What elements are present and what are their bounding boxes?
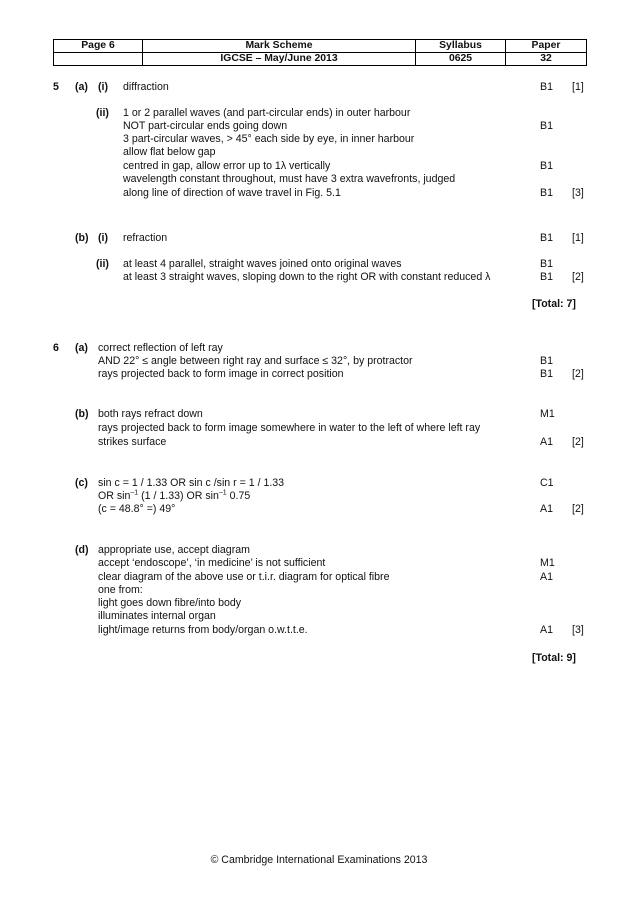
q6-b-mark-1: M1 xyxy=(540,408,555,420)
question-6-number: 6 xyxy=(53,342,59,354)
header-table xyxy=(53,39,587,66)
question-5-number: 5 xyxy=(53,81,59,93)
q6-a-line-3: rays projected back to form image in correct position xyxy=(98,368,344,380)
q6-d-line-5: light goes down fibre/into body xyxy=(98,597,242,609)
q6-a-mark-2: B1 xyxy=(540,368,553,380)
q5-aii-line-3: 3 part-circular waves, > 45° each side by eye, in inner harbour xyxy=(123,133,415,145)
q6-c-inverse-2: –1 xyxy=(218,489,227,497)
q5-aii-line-1: 1 or 2 parallel waves (and part-circular ends) in outer harbour xyxy=(123,107,411,119)
q6-a-line-1: correct reflection of left ray xyxy=(98,342,223,354)
q6-d-line-6: illuminates internal organ xyxy=(98,610,216,622)
header-blank xyxy=(54,53,143,66)
q5-aii-max: [3] xyxy=(572,187,584,199)
q6-b-line-1: both rays refract down xyxy=(98,408,203,420)
q6-b-line-2: rays projected back to form image somewhere in water to the left of where left ray xyxy=(98,422,481,434)
q5-aii-line-2: NOT part-circular ends going down xyxy=(123,120,288,132)
q6-a-max: [2] xyxy=(572,368,584,380)
q5-bii-mark-1: B1 xyxy=(540,258,553,270)
q5-bi-answer: refraction xyxy=(123,232,168,244)
q5-bi-mark: B1 xyxy=(540,232,553,244)
q5-a-sub-ii: (ii) xyxy=(96,107,109,119)
q6-part-b: (b) xyxy=(75,408,89,420)
q6-part-c: (c) xyxy=(75,477,88,489)
q6-d-line-1: appropriate use, accept diagram xyxy=(98,544,250,556)
q6-b-max: [2] xyxy=(572,436,584,448)
q6-c-line-1: sin c = 1 / 1.33 OR sin c /sin r = 1 / 1.33 xyxy=(98,477,285,489)
q6-c-line-2a: OR sin xyxy=(98,490,131,502)
page-number: Page 6 xyxy=(54,40,143,53)
q6-d-line-2: accept ‘endoscope’, ‘in medicine’ is not sufficient xyxy=(98,557,326,569)
q6-a-mark-1: B1 xyxy=(540,355,553,367)
q6-d-mark-3: A1 xyxy=(540,624,553,636)
q5-aii-mark-3: B1 xyxy=(540,187,553,199)
q6-c-mark-1: C1 xyxy=(540,477,554,489)
q5-total: [Total: 7] xyxy=(532,298,576,310)
q6-c-line-3: (c = 48.8° =) 49° xyxy=(98,503,176,515)
q5-a-sub-i: (i) xyxy=(98,81,108,93)
q6-c-max: [2] xyxy=(572,503,584,515)
q6-b-line-3: strikes surface xyxy=(98,436,167,448)
q5-ai-max: [1] xyxy=(572,81,584,93)
q6-total: [Total: 9] xyxy=(532,652,576,664)
q5-aii-line-5: centred in gap, allow error up to 1λ vertically xyxy=(123,160,331,172)
q6-d-mark-2: A1 xyxy=(540,571,553,583)
q6-b-mark-2: A1 xyxy=(540,436,553,448)
q6-d-mark-1: M1 xyxy=(540,557,555,569)
document-title: Mark Scheme xyxy=(143,40,416,53)
q5-bii-max: [2] xyxy=(572,271,584,283)
q6-d-line-3: clear diagram of the above use or t.i.r. diagram for optical fibre xyxy=(98,571,390,583)
q5-bi-max: [1] xyxy=(572,232,584,244)
q5-bii-line-1: at least 4 parallel, straight waves joined onto original waves xyxy=(123,258,402,270)
q5-ai-mark: B1 xyxy=(540,81,553,93)
q5-bii-mark-2: B1 xyxy=(540,271,553,283)
q6-d-max: [3] xyxy=(572,624,584,636)
q5-aii-line-6: wavelength constant throughout, must have 3 extra wavefronts, judged xyxy=(123,173,456,185)
q5-aii-line-4: allow flat below gap xyxy=(123,146,216,158)
q5-part-b: (b) xyxy=(75,232,89,244)
q6-d-line-7: light/image returns from body/organ o.w.t.t.e. xyxy=(98,624,308,636)
q5-b-sub-i: (i) xyxy=(98,232,108,244)
document-subtitle: IGCSE – May/June 2013 xyxy=(143,53,416,66)
syllabus-code: 0625 xyxy=(416,53,506,66)
q6-a-line-2: AND 22° ≤ angle between right ray and surface ≤ 32°, by protractor xyxy=(98,355,413,367)
q5-aii-mark-1: B1 xyxy=(540,120,553,132)
q5-part-a: (a) xyxy=(75,81,88,93)
q6-c-mark-2: A1 xyxy=(540,503,553,515)
copyright-footer: © Cambridge International Examinations 2013 xyxy=(210,854,428,866)
q5-b-sub-ii: (ii) xyxy=(96,258,109,270)
syllabus-label: Syllabus xyxy=(416,40,506,53)
paper-label: Paper xyxy=(506,40,587,53)
q6-d-line-4: one from: xyxy=(98,584,143,596)
q6-c-line-2b: (1 / 1.33) OR sin xyxy=(141,490,219,502)
paper-number: 32 xyxy=(506,53,587,66)
q6-c-line-2 xyxy=(98,490,250,503)
q5-aii-mark-2: B1 xyxy=(540,160,553,172)
q5-aii-line-7: along line of direction of wave travel in Fig. 5.1 xyxy=(123,187,341,199)
q6-c-line-2c: 0.75 xyxy=(229,490,251,502)
q5-bii-line-2: at least 3 straight waves, sloping down to the right OR with constant reduced λ xyxy=(123,271,491,283)
q5-ai-answer: diffraction xyxy=(123,81,169,93)
q6-c-inverse-1: –1 xyxy=(130,489,139,497)
q6-part-d: (d) xyxy=(75,544,89,556)
q6-part-a: (a) xyxy=(75,342,88,354)
